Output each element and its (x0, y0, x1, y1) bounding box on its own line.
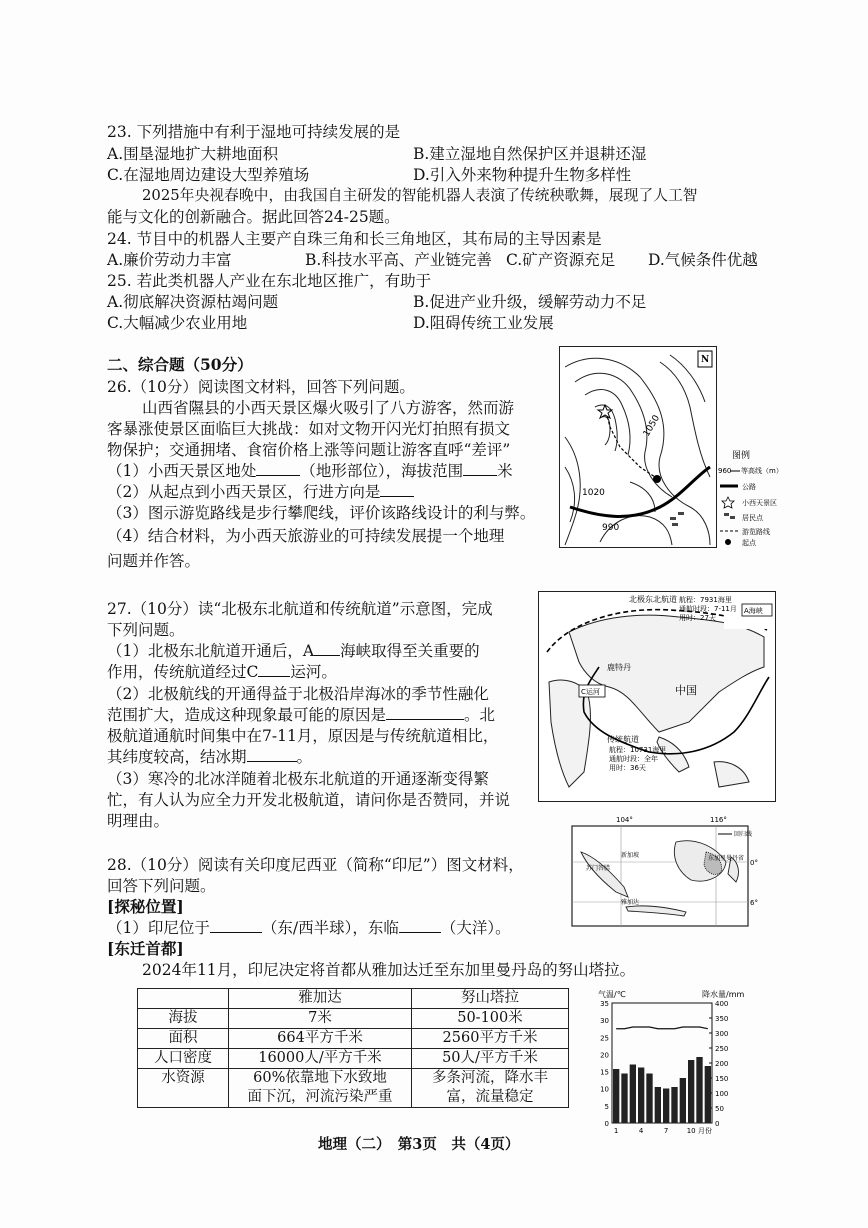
traditional-route-time: 用时：36天 (609, 764, 646, 772)
q28-heading-capital: [东迁首都] (107, 939, 184, 958)
traditional-route-period: 通航时段：全年 (609, 755, 658, 763)
left-tick-label: 0 (604, 1120, 609, 1128)
arctic-route-svg (539, 592, 775, 801)
precip-bar (621, 1074, 627, 1124)
indonesia-map (566, 812, 766, 932)
intro-line-1: 2025年央视春晚中，由我国自主研发的智能机器人表演了传统秧歌舞，展现了人工智 (142, 187, 698, 204)
q26-material-2: 客暴涨使景区面临巨大挑战：如对文物开闪光灯拍照有损文 (107, 420, 511, 438)
q27-part-2b: 范围扩大，造成这种现象最可能的原因是 。北 (107, 706, 496, 724)
answer-blank[interactable] (463, 461, 497, 476)
right-tick-label: 100 (715, 1090, 729, 1098)
legend-scenic: 小西天景区 (742, 499, 777, 507)
right-tick-label: 350 (715, 1015, 729, 1023)
q28-heading-location: [探秘位置] (107, 897, 184, 916)
table-cell: 2560平方千米 (412, 1029, 569, 1049)
precip-bar (688, 1060, 694, 1123)
q28-part-2: 2024年11月，印尼决定将首都从雅加达迁至东加里曼丹岛的努山塔拉。 (142, 961, 636, 979)
q25-option-a: A.彻底解决资源枯竭问题 (107, 293, 279, 311)
arctic-route-map (538, 591, 776, 802)
q24-stem: 24. 节目中的机器人主要产自珠三角和长三角地区，其布局的主导因素是 (107, 230, 602, 248)
indonesia-map-svg (566, 812, 766, 932)
q23-option-c: C.在湿地周边建设大型养殖场 (107, 166, 310, 184)
q24-option-d: D.气候条件优越 (648, 251, 758, 269)
contour-map (559, 346, 717, 548)
table-cell: 面积 (138, 1029, 229, 1049)
precip-bar (655, 1087, 661, 1123)
answer-blank[interactable] (399, 918, 441, 933)
table-cell: 人口密度 (138, 1049, 229, 1069)
table-cell: 海拔 (138, 1009, 229, 1029)
table-cell: 50人/平方千米 (412, 1049, 569, 1069)
left-tick-label: 5 (604, 1102, 609, 1111)
table-cell: 多条河流，降水丰 富，流量稳定 (412, 1069, 569, 1108)
table-row (138, 1049, 569, 1069)
contour-map-svg (560, 347, 716, 547)
intro-line-2: 能与文化的创新融合。据此回答24-25题。 (107, 208, 400, 226)
x-tick-label: 4 (638, 1127, 644, 1135)
lat-6: 6° (750, 899, 758, 907)
x-tick-label: 10 (686, 1127, 696, 1135)
q26-part-2: （2）从起点到小西天景区，行进方向是 (107, 482, 414, 502)
answer-blank[interactable] (247, 747, 297, 762)
legend-road: 公路 (742, 483, 756, 491)
arctic-route-distance: 航程：7931海里 (679, 596, 732, 604)
lon-116: 116° (710, 816, 727, 824)
q27-part-2a: （2）北极航线的开通得益于北极沿岸海冰的季节性融化 (107, 685, 489, 703)
left-tick-label: 35 (600, 1000, 609, 1008)
q27-part-3c: 明理由。 (107, 812, 170, 830)
q26-stem: 26.（10分）阅读图文材料，回答下列问题。 (107, 378, 415, 396)
table-cell: 60%依靠地下水致地 面下沉，河流污染严重 (229, 1069, 412, 1108)
precip-bar (696, 1057, 702, 1123)
answer-blank[interactable] (386, 705, 464, 720)
q24-option-c: C.矿产资源充足 (506, 251, 616, 269)
capital-comparison-table (137, 988, 569, 1108)
east-kalimantan-label: 东加里曼丹省 (708, 855, 745, 862)
q27-stem-1: 27.（10分）读“北极东北航道和传统航道”示意图，完成 (107, 600, 493, 618)
contour-label-1020: 1020 (582, 488, 605, 498)
q27-part-1a: （1）北极东北航道开通后，A 海峡取得至关重要的 (107, 642, 480, 660)
contour-label-1050: 1050 (641, 413, 663, 439)
q27-part-2d: 其纬度较高，结冰期 。 (107, 748, 313, 766)
q23-option-a: A.围垦湿地扩大耕地面积 (107, 145, 279, 163)
traditional-route-distance: 航程：10731海里 (609, 746, 667, 754)
left-tick-label: 10 (600, 1085, 609, 1094)
table-row (138, 1009, 569, 1029)
q25-option-d: D.阻碍传统工业发展 (413, 314, 554, 332)
x-tick-label: 7 (663, 1127, 669, 1135)
climate-chart (590, 985, 750, 1140)
left-tick-label: 25 (600, 1034, 609, 1043)
q27-part-2c: 极航道通航时间集中在7-11月，原因是与传统航道相比， (107, 727, 499, 745)
q25-option-b: B.促进产业升级，缓解劳动力不足 (413, 293, 647, 311)
lon-104: 104° (616, 816, 633, 824)
china-label: 中国 (675, 684, 697, 697)
table-row (138, 1029, 569, 1049)
q27-stem-2: 下列问题。 (107, 621, 185, 639)
x-tick-label: 1 (613, 1127, 619, 1135)
contour-label-990: 990 (602, 523, 620, 533)
precip-bar (646, 1074, 652, 1124)
arctic-route-time: 用时：27天 (679, 614, 716, 622)
q28-stem-1: 28.（10分）阅读有关印度尼西亚（简称“印尼”）图文材料， (107, 856, 524, 874)
right-tick-label: 250 (715, 1045, 729, 1053)
table-cell: 16000人/平方千米 (229, 1049, 412, 1069)
q24-option-b: B.科技水平高、产业链完善 (305, 251, 492, 269)
north-arrow: N (701, 355, 710, 365)
q23-option-d: D.引入外来物种提升生物多样性 (413, 166, 632, 184)
right-tick-label: 150 (715, 1075, 729, 1083)
q27-part-3a: （3）寒冷的北冰洋随着北极东北航道的开通逐渐变得繁 (107, 770, 489, 788)
table-cell: 50-100米 (412, 1009, 569, 1029)
temperature-line (616, 1027, 708, 1029)
arctic-route-period: 通航时段：7-11月 (679, 605, 737, 613)
arctic-route-title: 北极东北航道 (629, 595, 677, 604)
legend-route: 游览路线 (742, 528, 770, 536)
precip-bar (630, 1065, 636, 1124)
right-tick-label: 50 (715, 1105, 724, 1113)
lat-0: 0° (750, 859, 758, 867)
q27-part-3b: 忙，有人认为应全力开发北极航道，请问你是否赞同，并说 (107, 791, 511, 809)
x-axis-unit: 月份 (698, 1127, 712, 1135)
strait-a-label: A海峡 (744, 607, 763, 615)
q23-option-b: B.建立湿地自然保护区并退耕还湿 (413, 145, 647, 163)
q26-part-4a: （4）结合材料，为小西天旅游业的可持续发展提一个地理 (107, 527, 505, 545)
answer-blank[interactable] (256, 461, 300, 476)
table-cell: 7米 (229, 1009, 412, 1029)
legend-start: 起点 (742, 539, 756, 546)
right-tick-label: 200 (715, 1060, 729, 1068)
table-row (138, 1069, 569, 1108)
right-tick-label: 300 (715, 1030, 729, 1038)
precip-bar (638, 1068, 644, 1124)
legend-title: 图例 (732, 451, 751, 461)
jakarta-label: 雅加达 (621, 899, 640, 906)
q26-part-1: （1）小西天景区地处 （地形部位），海拔范围 米 (107, 462, 513, 480)
q26-material-1: 山西省隰县的小西天景区爆火吸引了八方游客，然而游 (142, 399, 515, 417)
q26-part-4b: 问题并作答。 (107, 552, 201, 570)
contour-map-legend (716, 446, 786, 546)
singapore-label: 新加坡 (621, 852, 640, 859)
chart-left-axis-title: 气温/℃ (598, 990, 626, 999)
q23-stem: 23. 下列措施中有利于湿地可持续发展的是 (107, 123, 401, 141)
left-tick-label: 20 (600, 1051, 609, 1060)
q25-option-c: C.大幅减少农业用地 (107, 314, 248, 332)
table-header-cell: 雅加达 (229, 989, 412, 1009)
left-tick-label: 15 (600, 1068, 609, 1077)
rotterdam-label: 鹿特丹 (607, 663, 631, 672)
answer-blank[interactable] (210, 918, 262, 933)
q24-option-a: A.廉价劳动力丰富 (107, 251, 232, 269)
q28-part-1: （1）印尼位于 （东/西半球），东临 （大洋）。 (107, 919, 511, 937)
table-cell: 664平方千米 (229, 1029, 412, 1049)
q26-part-3: （3）图示游览路线是步行攀爬线，评价该路线设计的利与弊。 (107, 504, 536, 522)
left-tick-label: 30 (600, 1017, 609, 1026)
table-header-row (138, 989, 569, 1009)
sumatra-label: 苏门答腊 (586, 865, 611, 872)
legend-line: 回归线 (734, 831, 753, 838)
right-tick-label: 400 (715, 1000, 729, 1008)
answer-blank[interactable] (380, 482, 414, 497)
q25-stem: 25. 若此类机器人产业在东北地区推广，有助于 (107, 272, 432, 290)
answer-blank[interactable] (258, 662, 290, 677)
legend-contour: 等高线（m） (741, 467, 783, 475)
traditional-route-title: 传统航道 (607, 735, 639, 744)
canal-c-label: C运河 (581, 688, 600, 696)
q28-stem-2: 回答下列问题。 (107, 877, 216, 895)
precip-bar (663, 1089, 669, 1124)
chart-right-axis-title: 降水量/mm (702, 990, 745, 999)
legend-contour-value: 960 (718, 467, 732, 475)
table-header-cell (138, 989, 229, 1009)
legend-residence: 居民点 (742, 514, 763, 522)
right-tick-label: 0 (715, 1120, 720, 1128)
q27-part-1b: 作用，传统航道经过C 运河。 (107, 663, 337, 681)
answer-blank[interactable] (314, 641, 340, 656)
precip-bar (680, 1078, 686, 1123)
chart-plot-area (600, 1000, 728, 1135)
table-cell: 水资源 (138, 1069, 229, 1108)
section-heading: 二、综合题（50分） (107, 355, 253, 374)
precip-bar (705, 1066, 711, 1123)
table-header-cell: 努山塔拉 (412, 989, 569, 1009)
precip-bar (613, 1069, 619, 1123)
page-footer: 地理（二） 第3页 共（4页） (318, 1136, 520, 1153)
precip-bar (671, 1087, 677, 1123)
q26-material-3: 物保护；交通拥堵、食宿价格上涨等问题让游客直呼“差评” (107, 441, 511, 459)
